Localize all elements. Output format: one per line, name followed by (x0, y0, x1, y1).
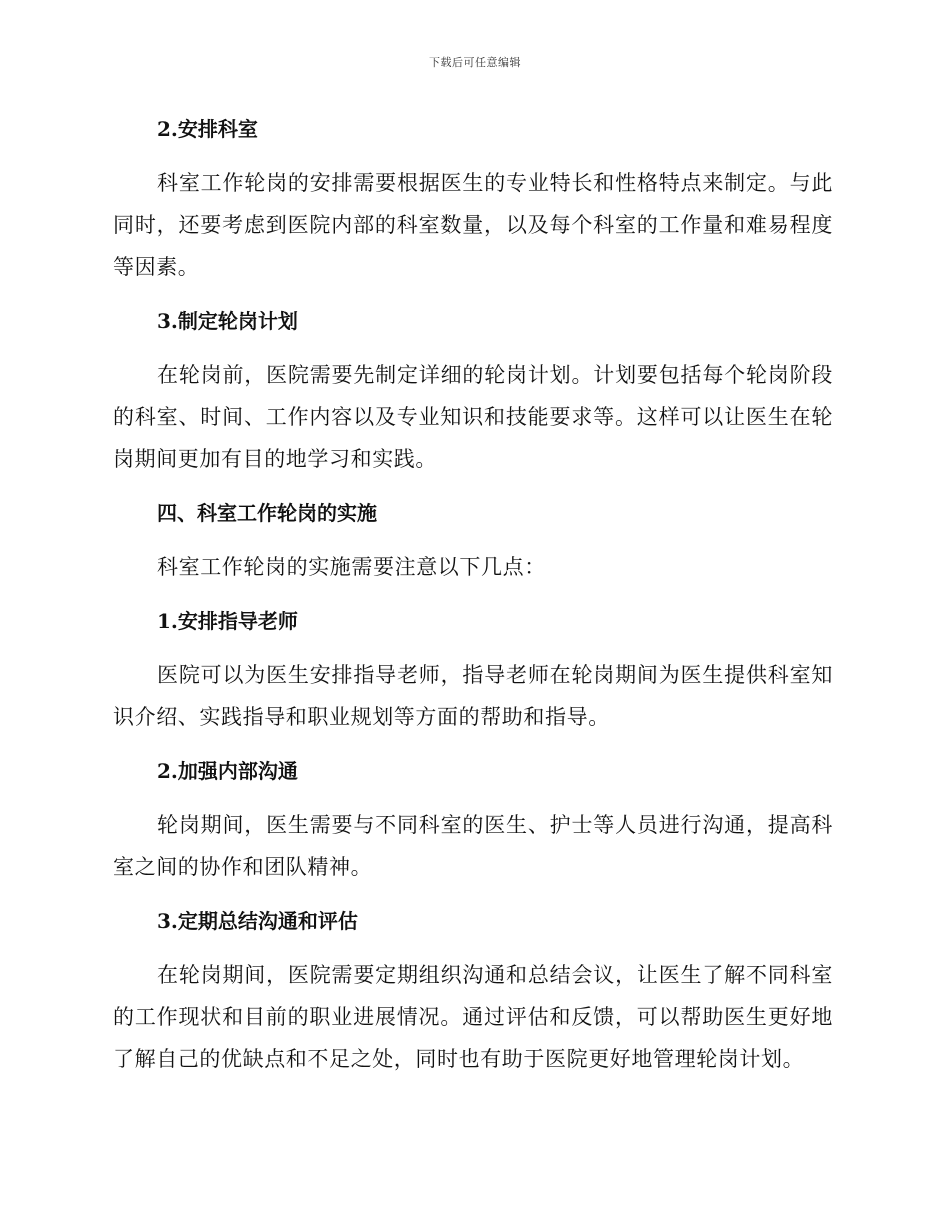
section-heading-communication: 2.加强内部沟通 (157, 759, 298, 783)
section-heading-review: 3.定期总结沟通和评估 (157, 909, 358, 933)
chapter-heading-implementation: 四、科室工作轮岗的实施 (157, 501, 377, 525)
paragraph-communication: 轮岗期间，医生需要与不同科室的医生、护士等人员进行沟通，提高科室之间的协作和团队精神。 (113, 813, 833, 879)
section-heading-rotation-plan: 3.制定轮岗计划 (157, 309, 298, 333)
paragraph-arrange-departments: 科室工作轮岗的安排需要根据医生的专业特长和性格特点来制定。与此同时，还要考虑到医院内部的科室数量，以及每个科室的工作量和难易程度等因素。 (113, 171, 833, 279)
page-header-note: 下载后可任意编辑 (429, 56, 521, 69)
paragraph-rotation-plan: 在轮岗前，医院需要先制定详细的轮岗计划。计划要包括每个轮岗阶段的科室、时间、工作内容以及专业知识和技能要求等。这样可以让医生在轮岗期间更加有目的地学习和实践。 (113, 363, 833, 471)
section-heading-mentor: 1.安排指导老师 (157, 609, 298, 633)
document-body (113, 110, 833, 1094)
section-heading-arrange-departments: 2.安排科室 (157, 117, 258, 141)
paragraph-mentor: 医院可以为医生安排指导老师，指导老师在轮岗期间为医生提供科室知识介绍、实践指导和职业规划等方面的帮助和指导。 (113, 663, 833, 729)
paragraph-review: 在轮岗期间，医院需要定期组织沟通和总结会议，让医生了解不同科室的工作现状和目前的职业进展情况。通过评估和反馈，可以帮助医生更好地了解自己的优缺点和不足之处，同时也有助于医院更好地管理轮岗计划。 (113, 963, 833, 1071)
paragraph-implementation-intro: 科室工作轮岗的实施需要注意以下几点： (157, 555, 546, 579)
